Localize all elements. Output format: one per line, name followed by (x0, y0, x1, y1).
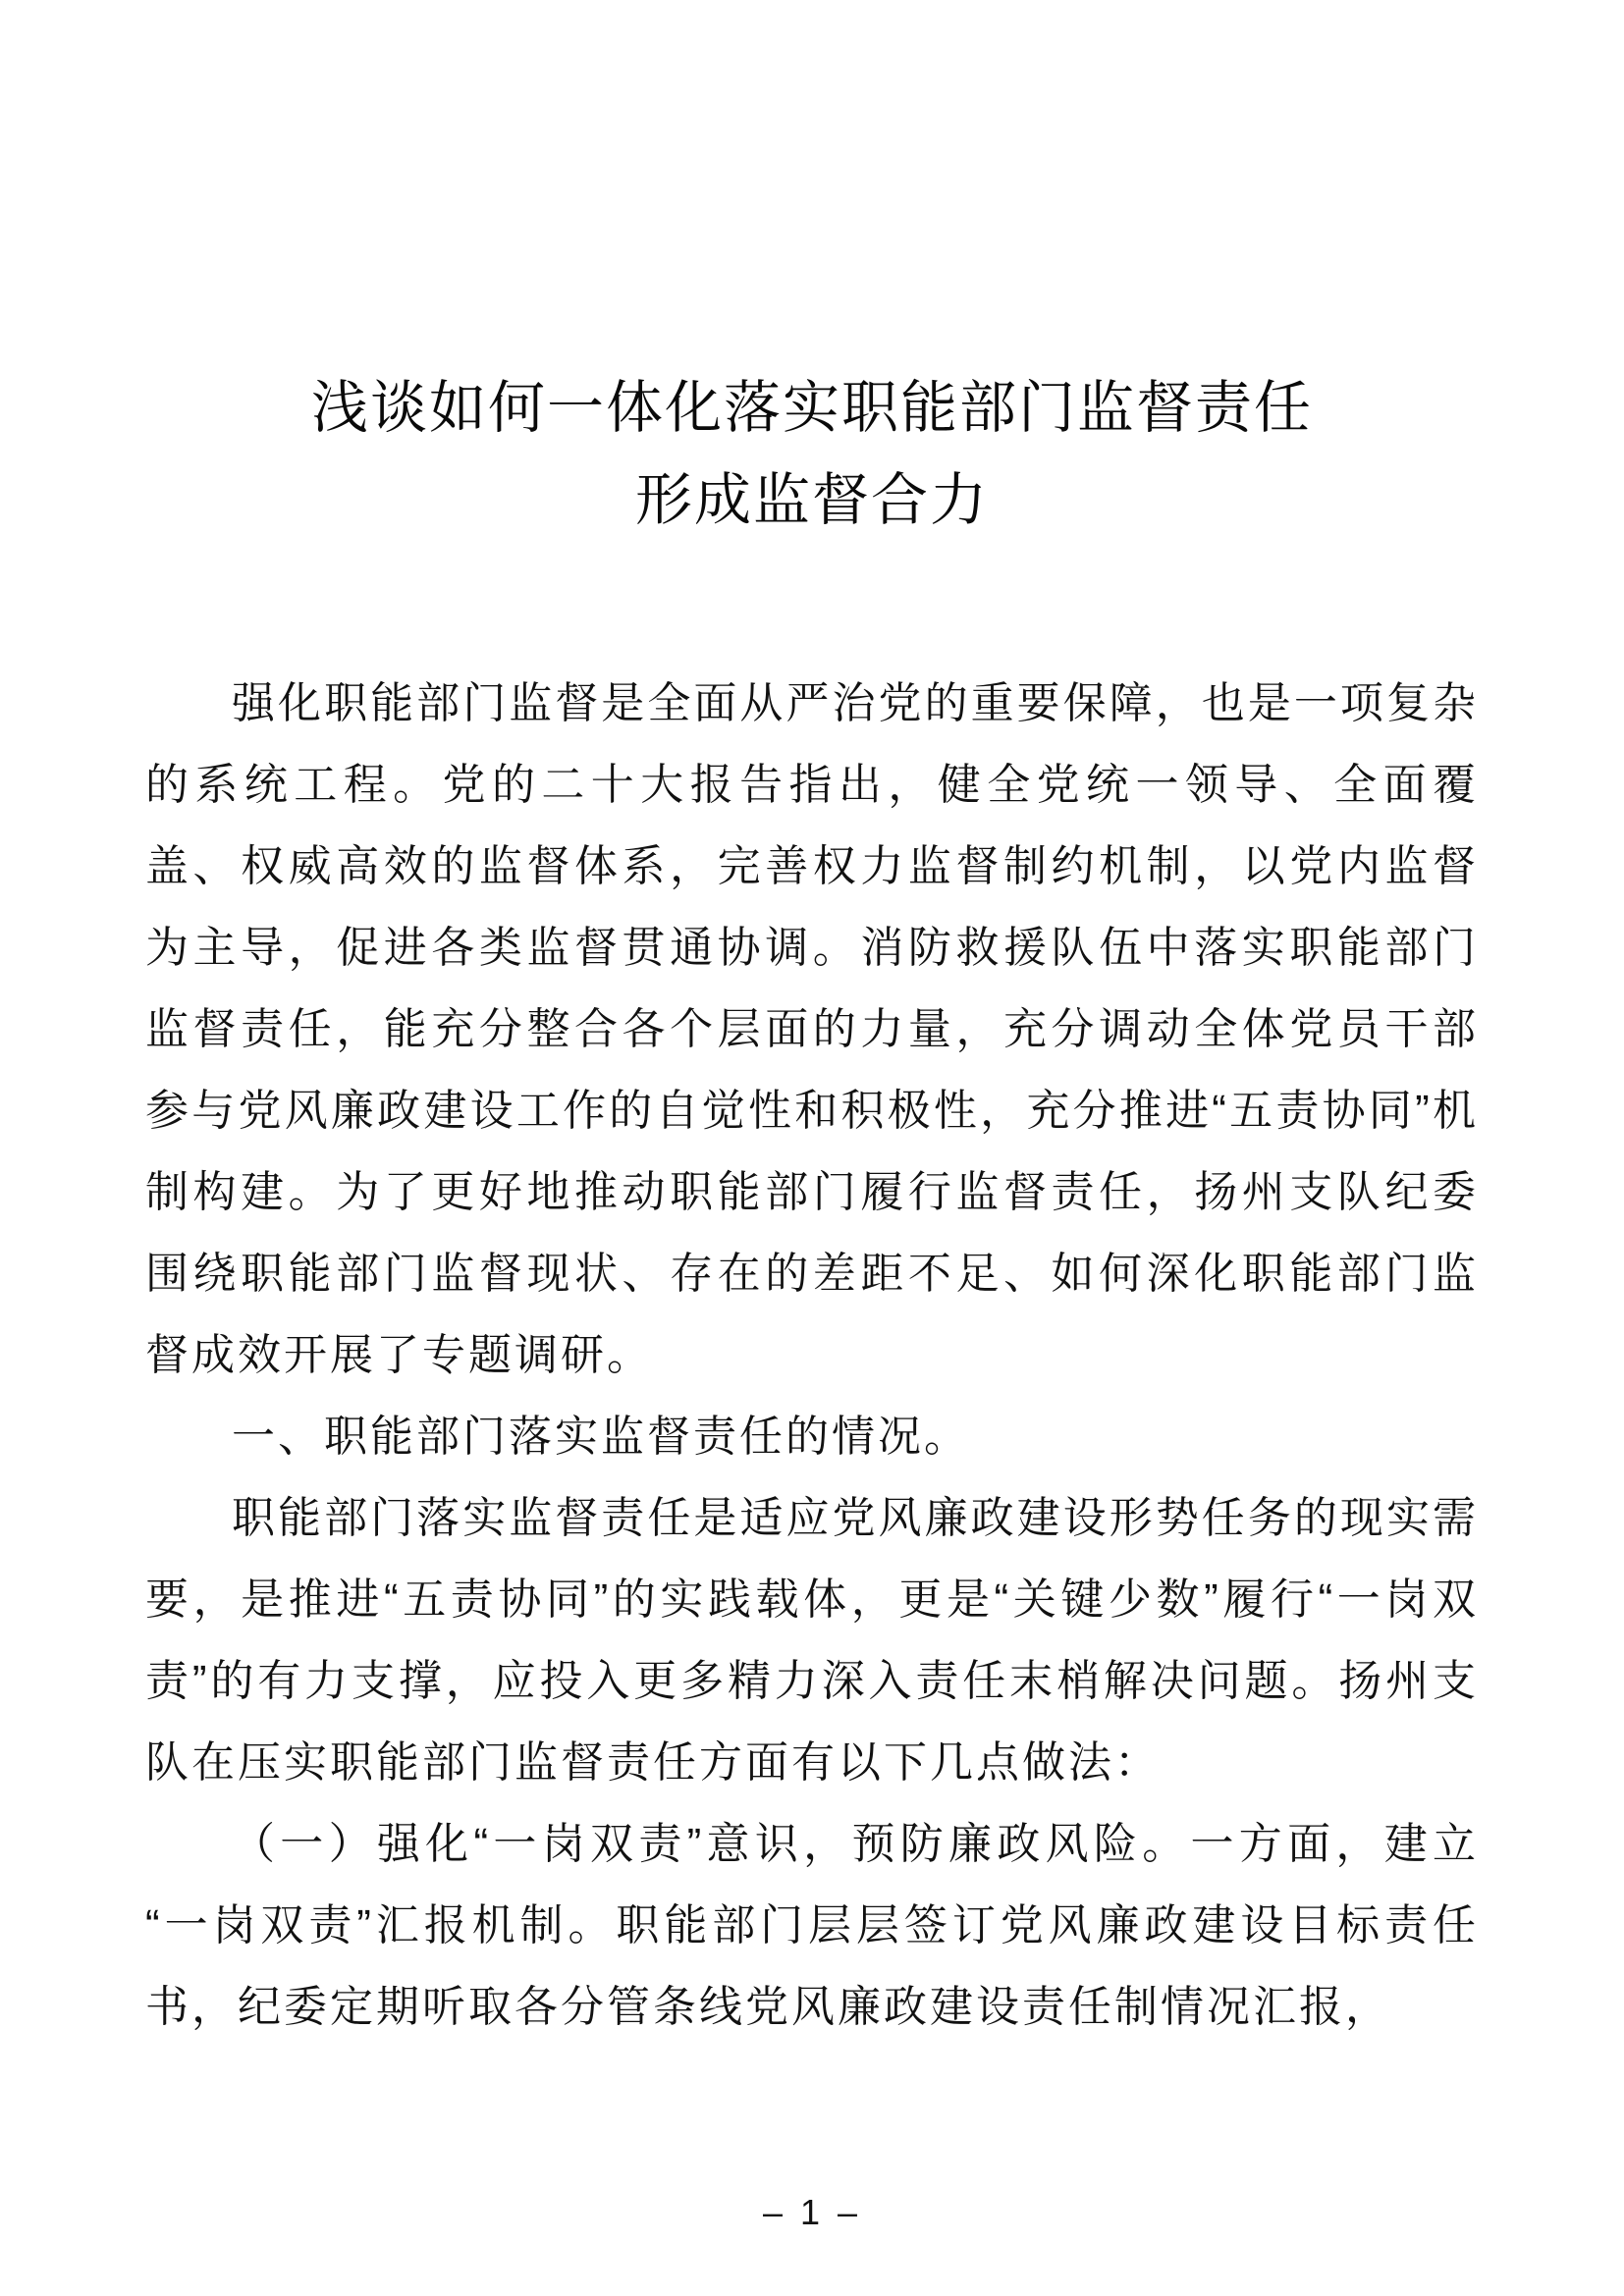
document-body (145, 663, 1479, 2048)
body-paragraph-3: （一）强化“一岗双责”意识，预防廉政风险。一方面，建立“一岗双责”汇报机制。职能部门层层签订党风廉政建设目标责任书，纪委定期听取各分管条线党风廉政建设责任制情况汇报， (145, 1819, 1479, 2031)
page-number: – 1 – (762, 2192, 862, 2232)
section-heading-1: 一、职能部门落实监督责任的情况。 (232, 1412, 970, 1461)
body-paragraph-1: 强化职能部门监督是全面从严治党的重要保障，也是一项复杂的系统工程。党的二十大报告指出，健全党统一领导、全面覆盖、权威高效的监督体系，完善权力监督制约机制，以党内监督为主导，促进各类监督贯通协调。消防救援队伍中落实职能部门监督责任，能充分整合各个层面的力量，充分调动全体党员干部参与党风廉政建设工作的自觉性和积极性，充分推进“五责协同”机制构建。为了更好地推动职能部门履行监督责任，扬州支队纪委围绕职能部门监督现状、存在的差距不足、如何深化职能部门监督成效开展了专题调研。 (145, 678, 1479, 1379)
document-title (145, 362, 1479, 547)
document-title-line-2: 形成监督合力 (634, 467, 989, 532)
body-paragraph-2: 职能部门落实监督责任是适应党风廉政建设形势任务的现实需要，是推进“五责协同”的实践载体，更是“关键少数”履行“一岗双责”的有力支撑，应投入更多精力深入责任末梢解决问题。扬州支队在压实职能部门监督责任方面有以下几点做法： (145, 1493, 1479, 1787)
document-title-line-1: 浅谈如何一体化落实职能部门监督责任 (310, 375, 1313, 440)
